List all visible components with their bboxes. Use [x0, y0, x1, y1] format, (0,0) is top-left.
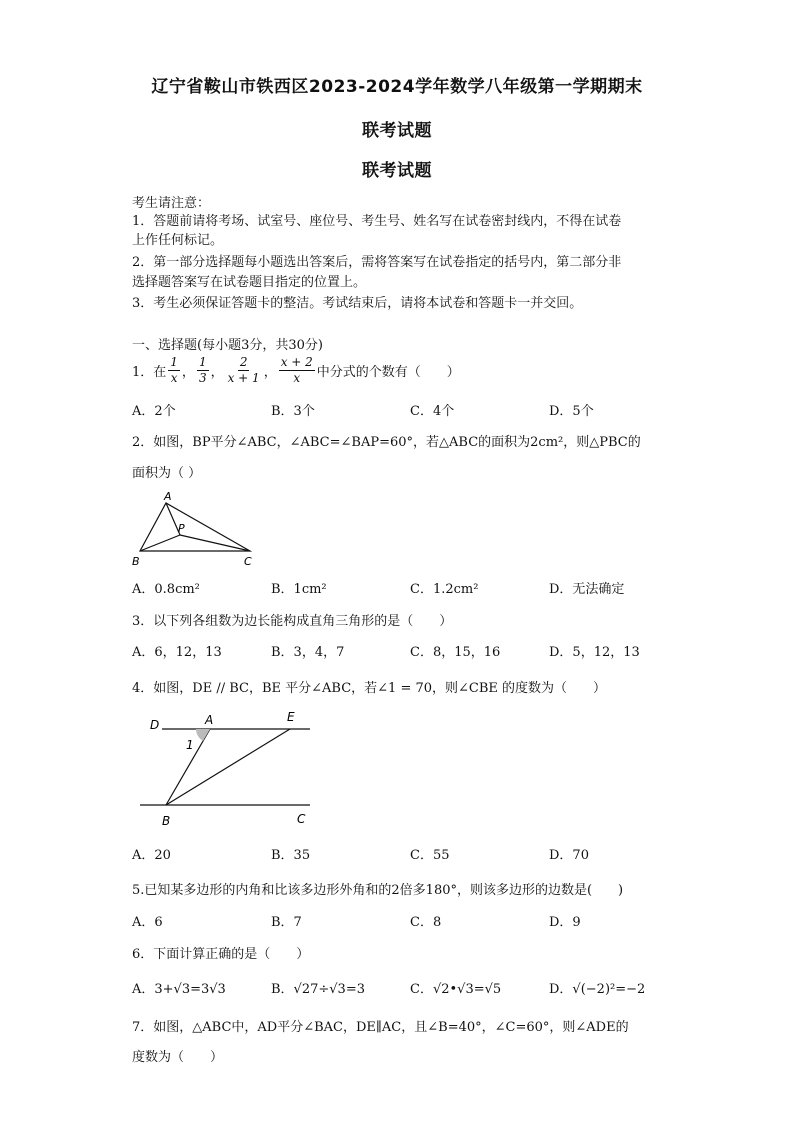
option-c[interactable]: C．55 — [410, 848, 450, 863]
option-a[interactable]: A．20 — [132, 848, 171, 863]
option-a[interactable]: A．6 — [132, 915, 163, 930]
question-1: 1．在 $\frac{1}{x}$ ， $\frac{1}{3}$ ， $\frac{2}{x + 1}$ ， $\frac{x + 2}{x}$ 中分式的个数有（ ） — [132, 354, 460, 385]
notice-item: 2．第一部分选择题每小题选出答案后，需将答案写在试卷指定的括号内，第二部分非 — [132, 255, 622, 270]
q1-suffix: 中分式的个数有（ ） — [316, 364, 460, 380]
option-d[interactable]: D．9 — [549, 915, 581, 930]
label-p: P — [178, 522, 185, 535]
option-a[interactable]: A．0.8cm² — [132, 582, 200, 597]
question-2-line1: 2．如图，BP平分∠ABC，∠ABC=∠BAP=60°，若△ABC的面积为2cm²，则△PBC的 — [132, 435, 641, 450]
label-c: C — [244, 555, 252, 568]
question-7-line1: 7．如图，△ABC中，AD平分∠BAC，DE∥AC，且∠B=40°，∠C=60°，则∠ADE的 — [132, 1020, 629, 1035]
option-c[interactable]: C．1.2cm² — [410, 582, 479, 597]
q4-options — [132, 844, 692, 864]
option-c[interactable]: C．8，15，16 — [410, 645, 501, 660]
option-b[interactable]: B．√27÷√3=3 — [271, 982, 365, 997]
option-d[interactable]: D．70 — [549, 848, 589, 863]
label-a: A — [205, 713, 214, 727]
option-b[interactable]: B．3个 — [271, 404, 315, 419]
option-b[interactable]: B．35 — [271, 848, 311, 863]
q1-prefix: 1．在 — [132, 364, 167, 380]
option-b[interactable]: B．1cm² — [271, 582, 327, 597]
q2-options — [132, 578, 692, 598]
section-heading: 一、选择题(每小题3分，共30分) — [132, 338, 323, 353]
label-e: E — [287, 710, 295, 724]
q5-options — [132, 911, 692, 931]
question-3: 3．以下列各组数为边长能构成直角三角形的是（ ） — [132, 614, 453, 629]
option-d[interactable]: D．5，12，13 — [549, 645, 640, 660]
notice-item: 3．考生必须保证答题卡的整洁。考试结束后，请将本试卷和答题卡一并交回。 — [132, 296, 583, 311]
label-angle-1: 1 — [186, 738, 194, 752]
option-b[interactable]: B．3，4，7 — [271, 645, 345, 660]
option-b[interactable]: B．7 — [271, 915, 302, 930]
option-a[interactable]: A．3+√3=3√3 — [132, 982, 226, 997]
option-d[interactable]: D．√(−2)²=−2 — [549, 982, 646, 997]
notice-heading: 考生请注意： — [132, 196, 211, 211]
fraction: $\frac{1}{x}$ — [170, 354, 178, 385]
triangle-abc-figure — [128, 488, 268, 570]
notice-item: 1．答题前请将考场、试室号、座位号、考生号、姓名写在试卷密封线内，不得在试卷 — [132, 214, 622, 229]
question-7-line2: 度数为（ ） — [132, 1050, 224, 1065]
exam-title-line2: 联考试题 — [362, 121, 432, 141]
label-d: D — [150, 718, 160, 732]
notice-item: 选择题答案写在试卷题目指定的位置上。 — [132, 275, 367, 290]
exam-title-line3: 联考试题 — [362, 161, 432, 181]
q3-options — [132, 641, 692, 661]
label-a: A — [164, 490, 172, 503]
label-b: B — [132, 555, 140, 568]
question-6: 6．下面计算正确的是（ ） — [132, 947, 310, 962]
fraction: $\frac{1}{3}$ — [198, 354, 207, 385]
question-5: 5.已知某多边形的内角和比该多边形外角和的2倍多180°，则该多边形的边数是( ) — [132, 883, 624, 898]
q6-options — [132, 978, 692, 998]
option-c[interactable]: C．4个 — [410, 404, 455, 419]
q1-options — [132, 400, 692, 420]
label-b: B — [162, 814, 171, 828]
label-c: C — [297, 812, 306, 826]
notice-item: 上作任何标记。 — [132, 233, 224, 248]
option-a[interactable]: A．2个 — [132, 404, 176, 419]
option-a[interactable]: A．6，12，13 — [132, 645, 222, 660]
exam-title-line1: 辽宁省鞍山市铁西区2023-2024学年数学八年级第一学期期末 — [151, 77, 643, 97]
option-c[interactable]: C．√2•√3=√5 — [410, 982, 502, 997]
fraction: $\frac{2}{x + 1}$ — [227, 354, 260, 385]
fraction: $\frac{x + 2}{x}$ — [280, 354, 313, 385]
question-4: 4．如图，DE // BC，BE 平分∠ABC，若∠1 = 70，则∠CBE 的度数为（ ） — [132, 681, 607, 696]
option-d[interactable]: D．无法确定 — [549, 582, 625, 597]
option-c[interactable]: C．8 — [410, 915, 442, 930]
option-d[interactable]: D．5个 — [549, 404, 594, 419]
question-2-line2: 面积为（ ） — [132, 466, 202, 481]
parallel-lines-figure — [140, 705, 320, 830]
